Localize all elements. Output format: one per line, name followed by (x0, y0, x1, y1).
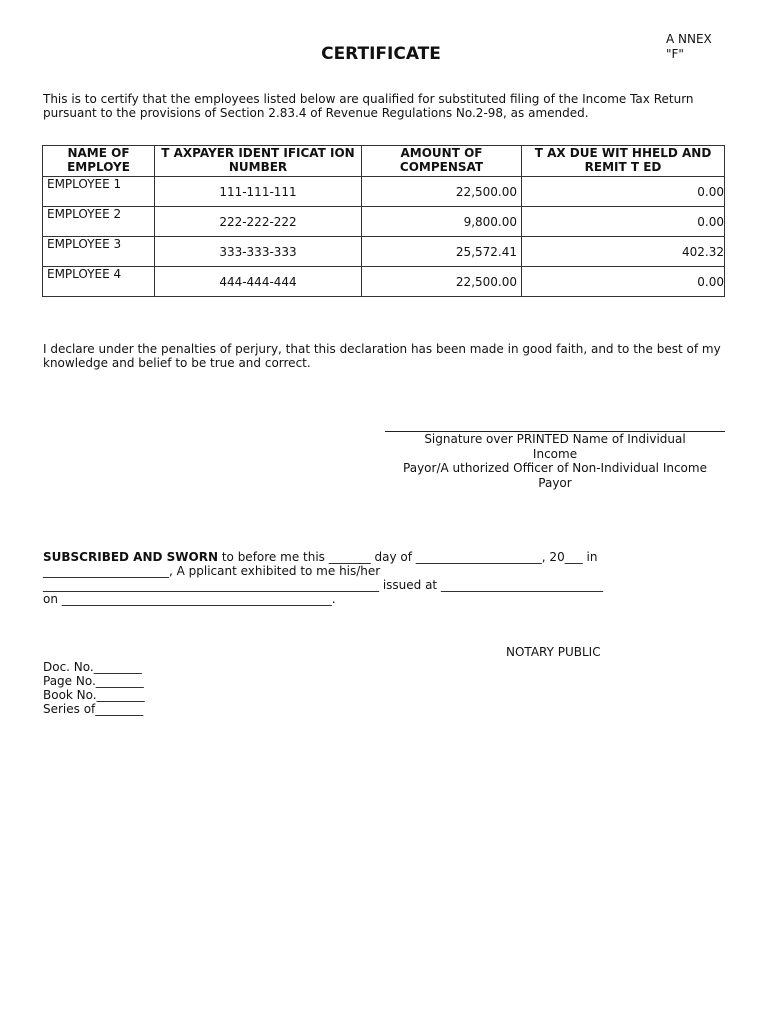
sworn-line2: _____________________, A pplicant exhibited to me his/her (43, 564, 381, 578)
header-tax: T AX DUE WIT HHELD AND REMIT T ED (522, 146, 725, 177)
book-no: Book No.________ (43, 688, 145, 702)
annex-line1: A NNEX (666, 32, 712, 46)
document-numbers (43, 660, 145, 716)
signature-block (385, 432, 725, 490)
employee-tin: 222-222-222 (155, 207, 362, 237)
employee-name: EMPLOYEE 3 (43, 237, 155, 267)
table-row (43, 267, 725, 297)
sworn-line4: on _____________________________________________. (43, 592, 336, 606)
employee-tax: 402.32 (522, 237, 725, 267)
table-row (43, 207, 725, 237)
intro-paragraph: This is to certify that the employees listed below are qualified for substituted filing of the Income Tax Return pursuant to the provisions of Section 2.83.4 of Revenue Regulations No.2-98, as amended. (43, 92, 694, 120)
employee-tin: 444-444-444 (155, 267, 362, 297)
table-header-row (43, 146, 725, 177)
employee-tin: 111-111-111 (155, 177, 362, 207)
series-of: Series of________ (43, 702, 144, 716)
doc-no: Doc. No.________ (43, 660, 142, 674)
employee-table (42, 145, 725, 297)
document-title (0, 44, 770, 64)
page-no: Page No.________ (43, 674, 144, 688)
annex-line2: "F" (666, 47, 684, 61)
employee-amount: 22,500.00 (362, 267, 522, 297)
table-row (43, 237, 725, 267)
employee-tax: 0.00 (522, 267, 725, 297)
header-tin: T AXPAYER IDENT IFICAT ION NUMBER (155, 146, 362, 177)
employee-amount: 22,500.00 (362, 177, 522, 207)
employee-amount: 9,800.00 (362, 207, 522, 237)
employee-tax: 0.00 (522, 207, 725, 237)
signature-line2: Income (532, 446, 578, 461)
signature-line4: Payor (538, 475, 572, 490)
title-text: CERTIFICATE (321, 44, 441, 64)
employee-name: EMPLOYEE 1 (43, 177, 155, 207)
table-row (43, 177, 725, 207)
employee-name: EMPLOYEE 4 (43, 267, 155, 297)
employee-name: EMPLOYEE 2 (43, 207, 155, 237)
sworn-statement (43, 550, 733, 606)
sworn-line1: to before me this _______ day of _____________________, 20___ in (218, 550, 598, 564)
sworn-heading: SUBSCRIBED AND SWORN (43, 550, 219, 564)
notary-public-label: NOTARY PUBLIC (506, 645, 601, 659)
employee-amount: 25,572.41 (362, 237, 522, 267)
employee-tax: 0.00 (522, 177, 725, 207)
signature-line1: Signature over PRINTED Name of Individual (424, 432, 686, 446)
declaration-paragraph: I declare under the penalties of perjury, that this declaration has been made in good faith, and to the best of my knowledge and belief to be true and correct. (43, 342, 721, 370)
header-name: NAME OF EMPLOYE (43, 146, 155, 177)
signature-line3: Payor/A uthorized Officer of Non-Individual Income (403, 461, 707, 475)
employee-tin: 333-333-333 (155, 237, 362, 267)
header-amount: AMOUNT OF COMPENSAT (362, 146, 522, 177)
sworn-line3: ________________________________________________________ issued at ___________________________ (43, 578, 603, 592)
